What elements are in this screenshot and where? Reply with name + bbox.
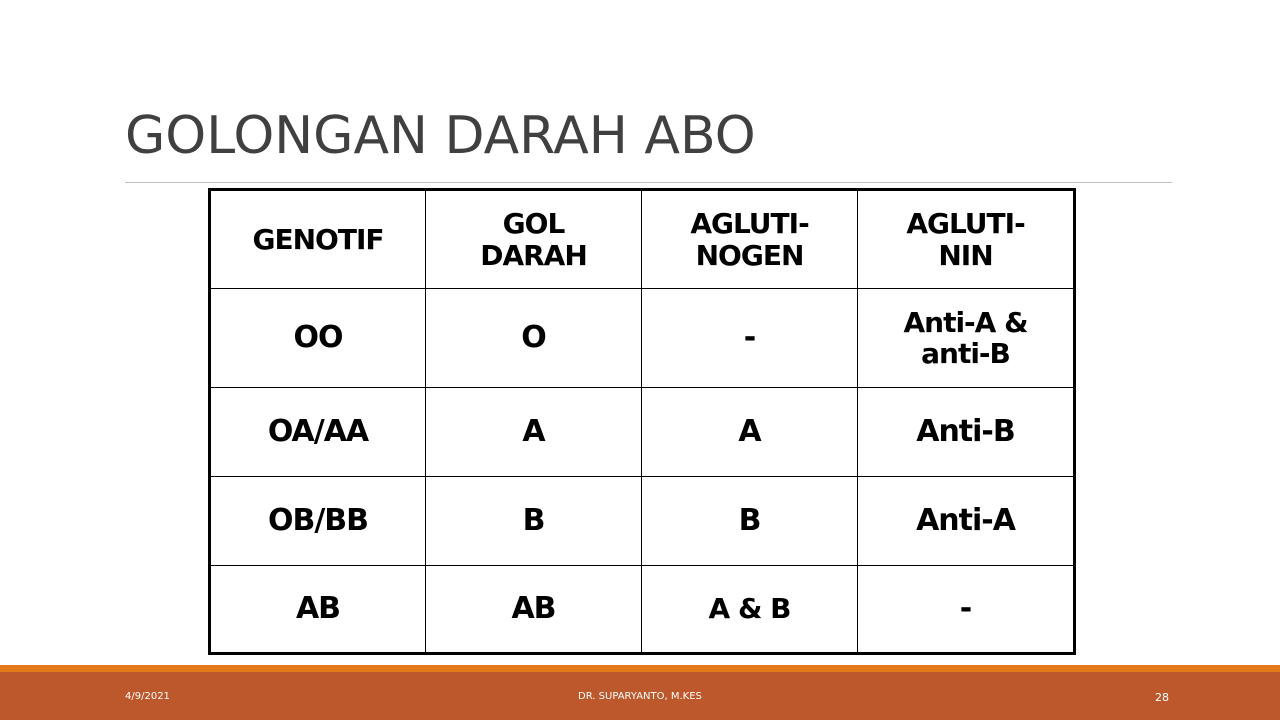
header-aglutinogen-line2: NOGEN [695, 238, 804, 272]
header-aglutinin-line2: NIN [938, 238, 993, 272]
header-aglutinogen [642, 190, 858, 289]
cell-gol-darah: B [426, 477, 642, 566]
header-aglutinogen-line1: AGLUTI- [690, 207, 809, 241]
cell-genotif: OA/AA [210, 388, 426, 477]
footer-accent-strip [0, 665, 1280, 672]
cell-aglutinin-line2: anti-B [921, 337, 1010, 370]
cell-genotif: AB [210, 566, 426, 654]
cell-aglutinogen: A [642, 388, 858, 477]
cell-aglutinogen: A & B [642, 566, 858, 654]
cell-genotif: OB/BB [210, 477, 426, 566]
cell-aglutinogen: - [642, 289, 858, 388]
table-header-row [210, 190, 1075, 289]
header-genotif [210, 190, 426, 289]
abo-blood-group-table [208, 188, 1076, 655]
footer-date: 4/9/2021 [125, 691, 170, 702]
table-row [210, 388, 1075, 477]
title-divider [125, 182, 1172, 183]
cell-gol-darah: AB [426, 566, 642, 654]
cell-gol-darah: O [426, 289, 642, 388]
header-aglutinin-line1: AGLUTI- [906, 207, 1025, 241]
table-row [210, 566, 1075, 654]
table-row [210, 477, 1075, 566]
cell-genotif: OO [210, 289, 426, 388]
header-genotif-label: GENOTIF [252, 222, 384, 256]
cell-aglutinogen: B [642, 477, 858, 566]
cell-aglutinin: Anti-B [858, 388, 1075, 477]
header-gol-darah-line2: DARAH [480, 238, 587, 272]
footer-author: DR. SUPARYANTO, M.KES [578, 691, 702, 702]
table-row [210, 289, 1075, 388]
header-gol-darah [426, 190, 642, 289]
cell-aglutinin [858, 289, 1075, 388]
slide-title: GOLONGAN DARAH ABO [125, 106, 756, 166]
header-gol-darah-line1: GOL [502, 207, 565, 241]
cell-aglutinin: Anti-A [858, 477, 1075, 566]
cell-gol-darah: A [426, 388, 642, 477]
slide-number: 28 [1155, 691, 1169, 704]
cell-aglutinin: - [858, 566, 1075, 654]
header-aglutinin [858, 190, 1075, 289]
cell-aglutinin-line1: Anti-A & [903, 305, 1028, 339]
